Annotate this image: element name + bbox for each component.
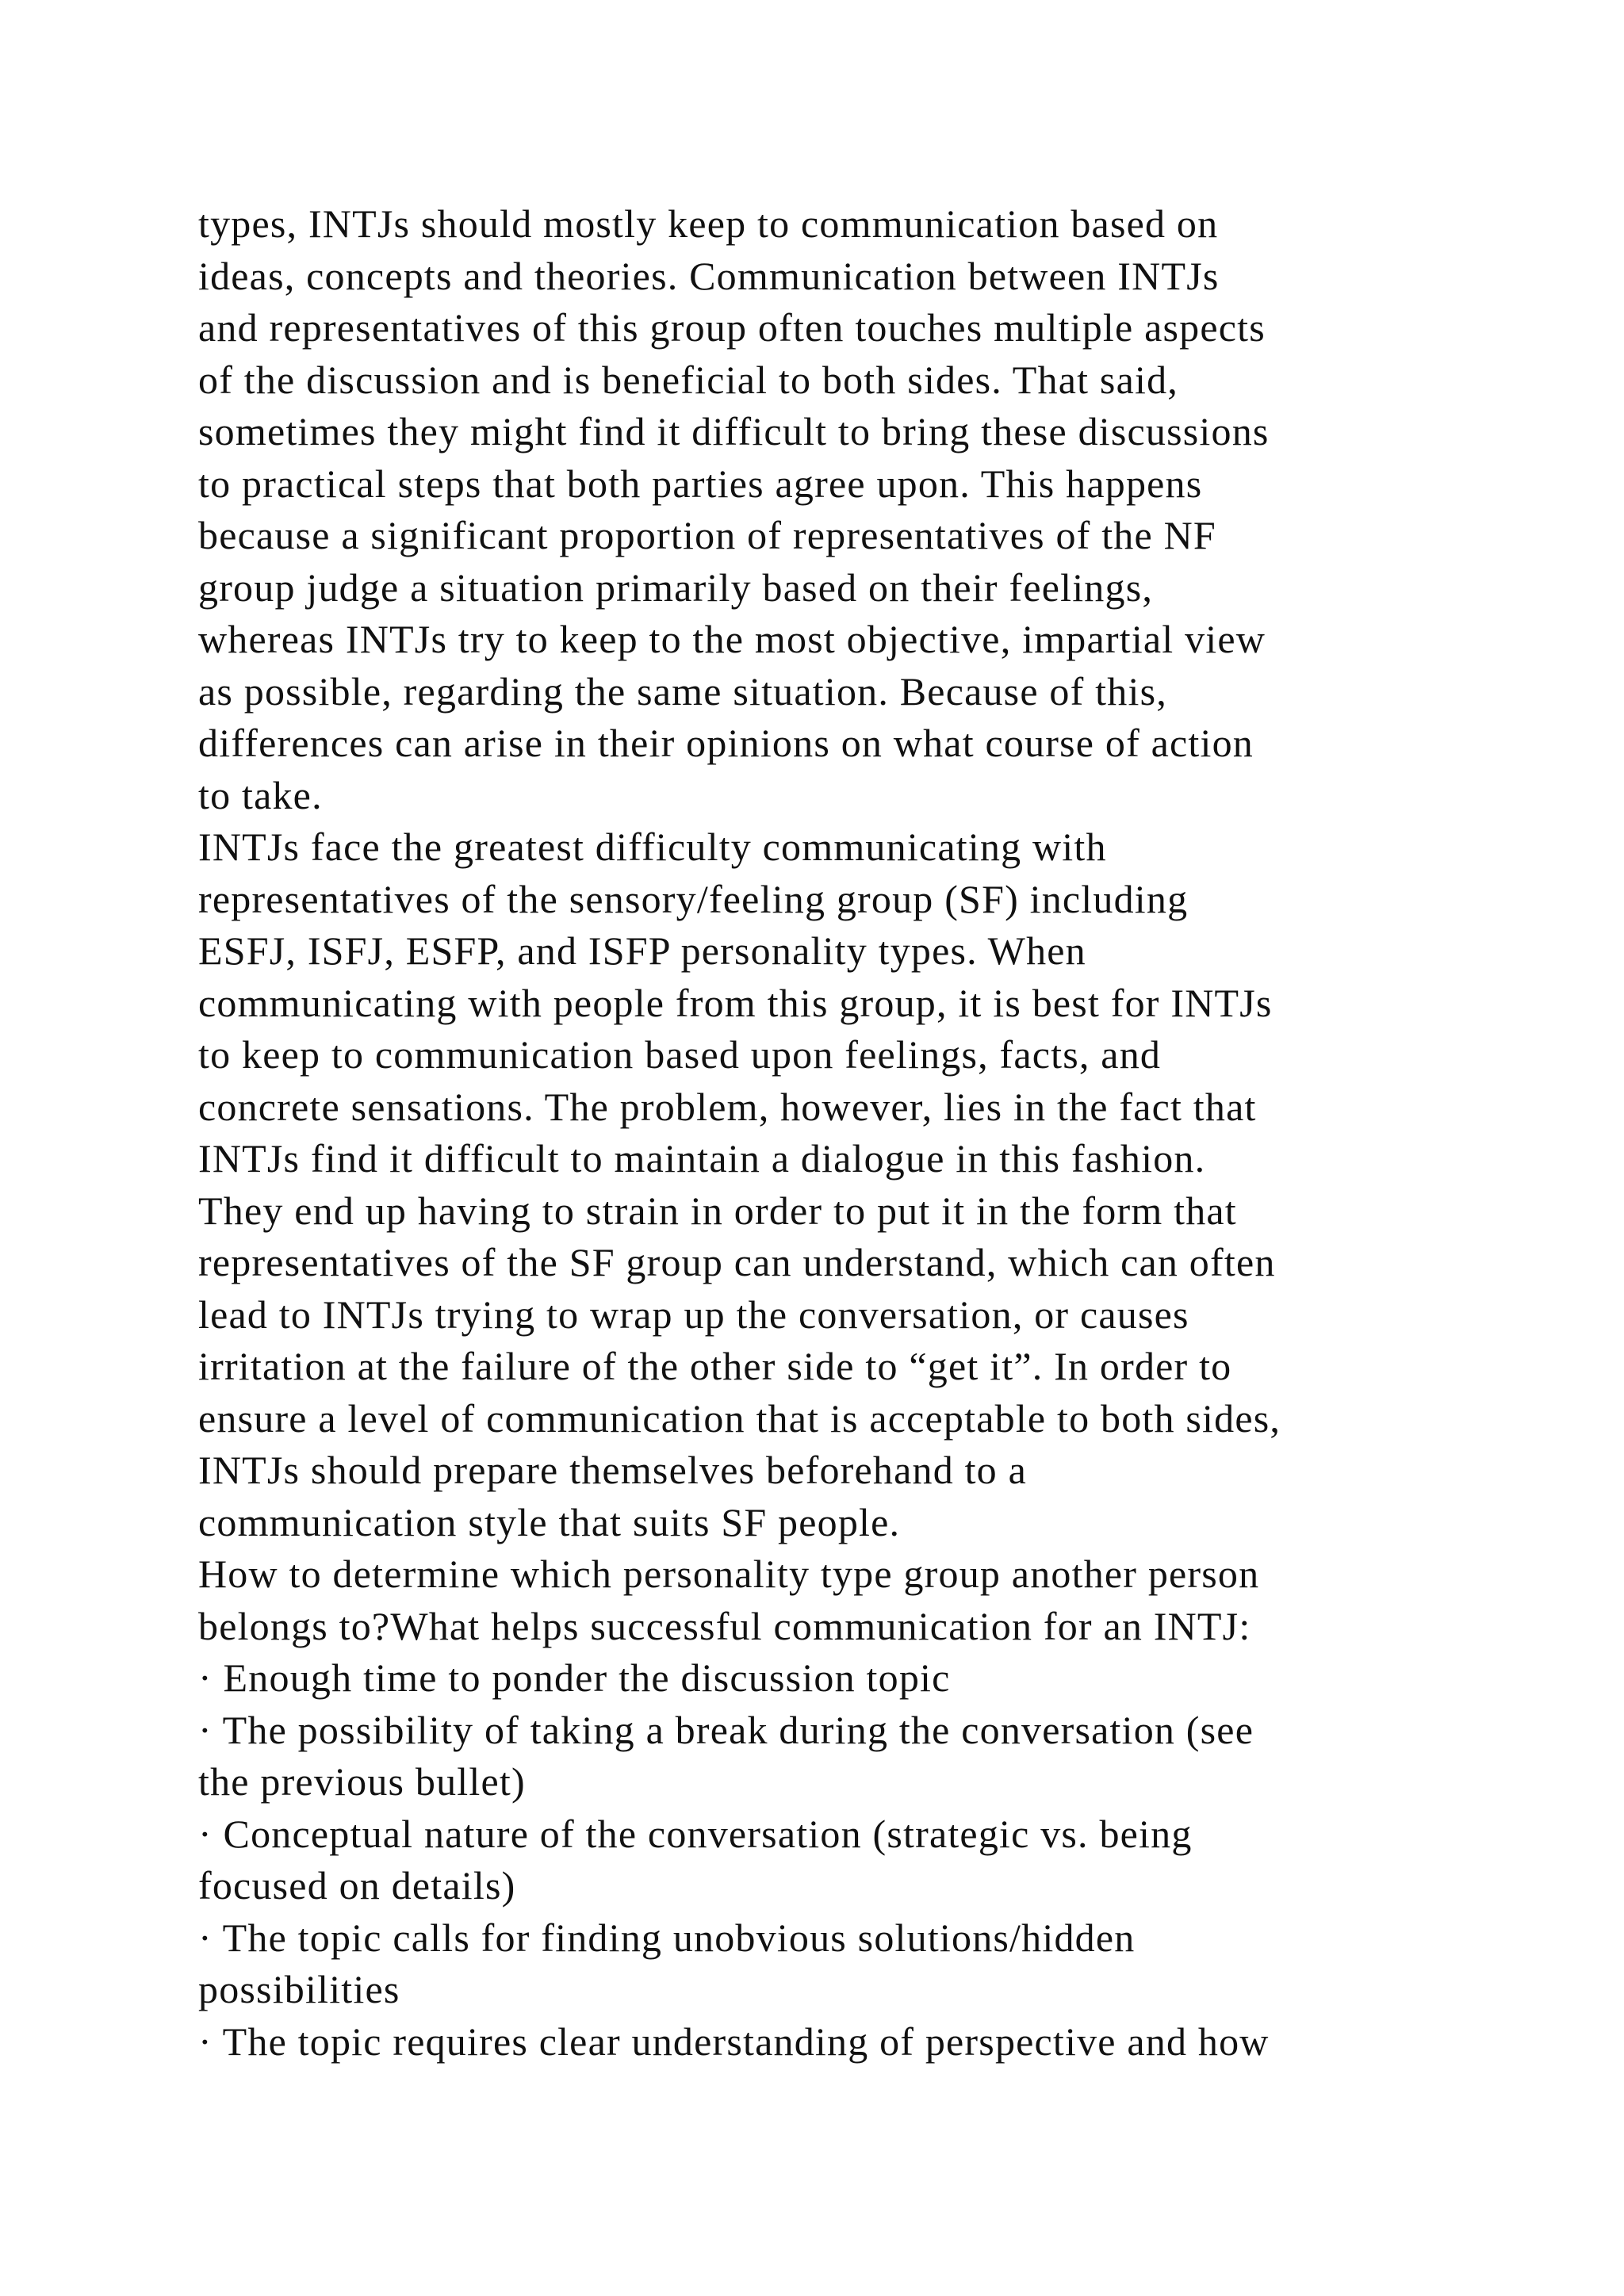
text-line: focused on details)	[198, 1863, 516, 1908]
text-line: communicating with people from this group, it is best for INTJs	[198, 980, 1273, 1025]
text-line: to take.	[198, 772, 323, 817]
text-line: INTJs face the greatest difficulty communicating with	[198, 825, 1107, 869]
text-line: communication style that suits SF people.	[198, 1499, 901, 1544]
text-line: to practical steps that both parties agree upon. This happens	[198, 461, 1203, 506]
text-line: INTJs find it difficult to maintain a dialogue in this fashion.	[198, 1136, 1206, 1181]
text-line: group judge a situation primarily based on their feelings,	[198, 564, 1154, 610]
text-line: sometimes they might find it difficult to bring these discussions	[198, 409, 1270, 453]
text-line: the previous bullet)	[198, 1759, 526, 1804]
text-line: belongs to?What helps successful communication for an INTJ:	[198, 1603, 1251, 1648]
text-line: because a significant proportion of representatives of the NF	[198, 513, 1216, 557]
text-line: possibilities	[198, 1967, 400, 2011]
text-line: representatives of the sensory/feeling group (SF) including	[198, 876, 1189, 921]
text-line: They end up having to strain in order to put it in the form that	[198, 1188, 1237, 1233]
text-line: concrete sensations. The problem, however, lies in the fact that	[198, 1084, 1257, 1129]
bullet-item: · The topic calls for finding unobvious solutions/hidden	[198, 1915, 1136, 1960]
text-line: to keep to communication based upon feelings, facts, and	[198, 1032, 1162, 1077]
text-line: ESFJ, ISFJ, ESFP, and ISFP personality types. When	[198, 928, 1086, 973]
text-line: types, INTJs should mostly keep to communication based on	[198, 201, 1219, 246]
text-line: differences can arise in their opinions on what course of action	[198, 721, 1254, 765]
text-line: How to determine which personality type group another person	[198, 1552, 1260, 1596]
document-body	[198, 198, 1451, 2068]
text-line: whereas INTJs try to keep to the most objective, impartial view	[198, 617, 1266, 661]
text-line: and representatives of this group often touches multiple aspects	[198, 305, 1266, 350]
text-line: of the discussion and is beneficial to both sides. That said,	[198, 357, 1178, 402]
text-line: INTJs should prepare themselves beforehand to a	[198, 1448, 1027, 1492]
text-line: lead to INTJs trying to wrap up the conversation, or causes	[198, 1292, 1189, 1337]
text-line: as possible, regarding the same situation. Because of this,	[198, 668, 1167, 714]
bullet-item: · The topic requires clear understanding of perspective and how	[198, 2019, 1270, 2064]
bullet-item: · Conceptual nature of the conversation (strategic vs. being	[198, 1811, 1193, 1856]
text-line: ensure a level of communication that is acceptable to both sides,	[198, 1395, 1281, 1441]
text-line: ideas, concepts and theories. Communication between INTJs	[198, 253, 1220, 298]
bullet-item: · Enough time to ponder the discussion topic	[198, 1655, 951, 1700]
text-line: representatives of the SF group can understand, which can often	[198, 1240, 1276, 1284]
bullet-item: · The possibility of taking a break during the conversation (see	[198, 1707, 1254, 1752]
text-line: irritation at the failure of the other side to “get it”. In order to	[198, 1344, 1232, 1388]
